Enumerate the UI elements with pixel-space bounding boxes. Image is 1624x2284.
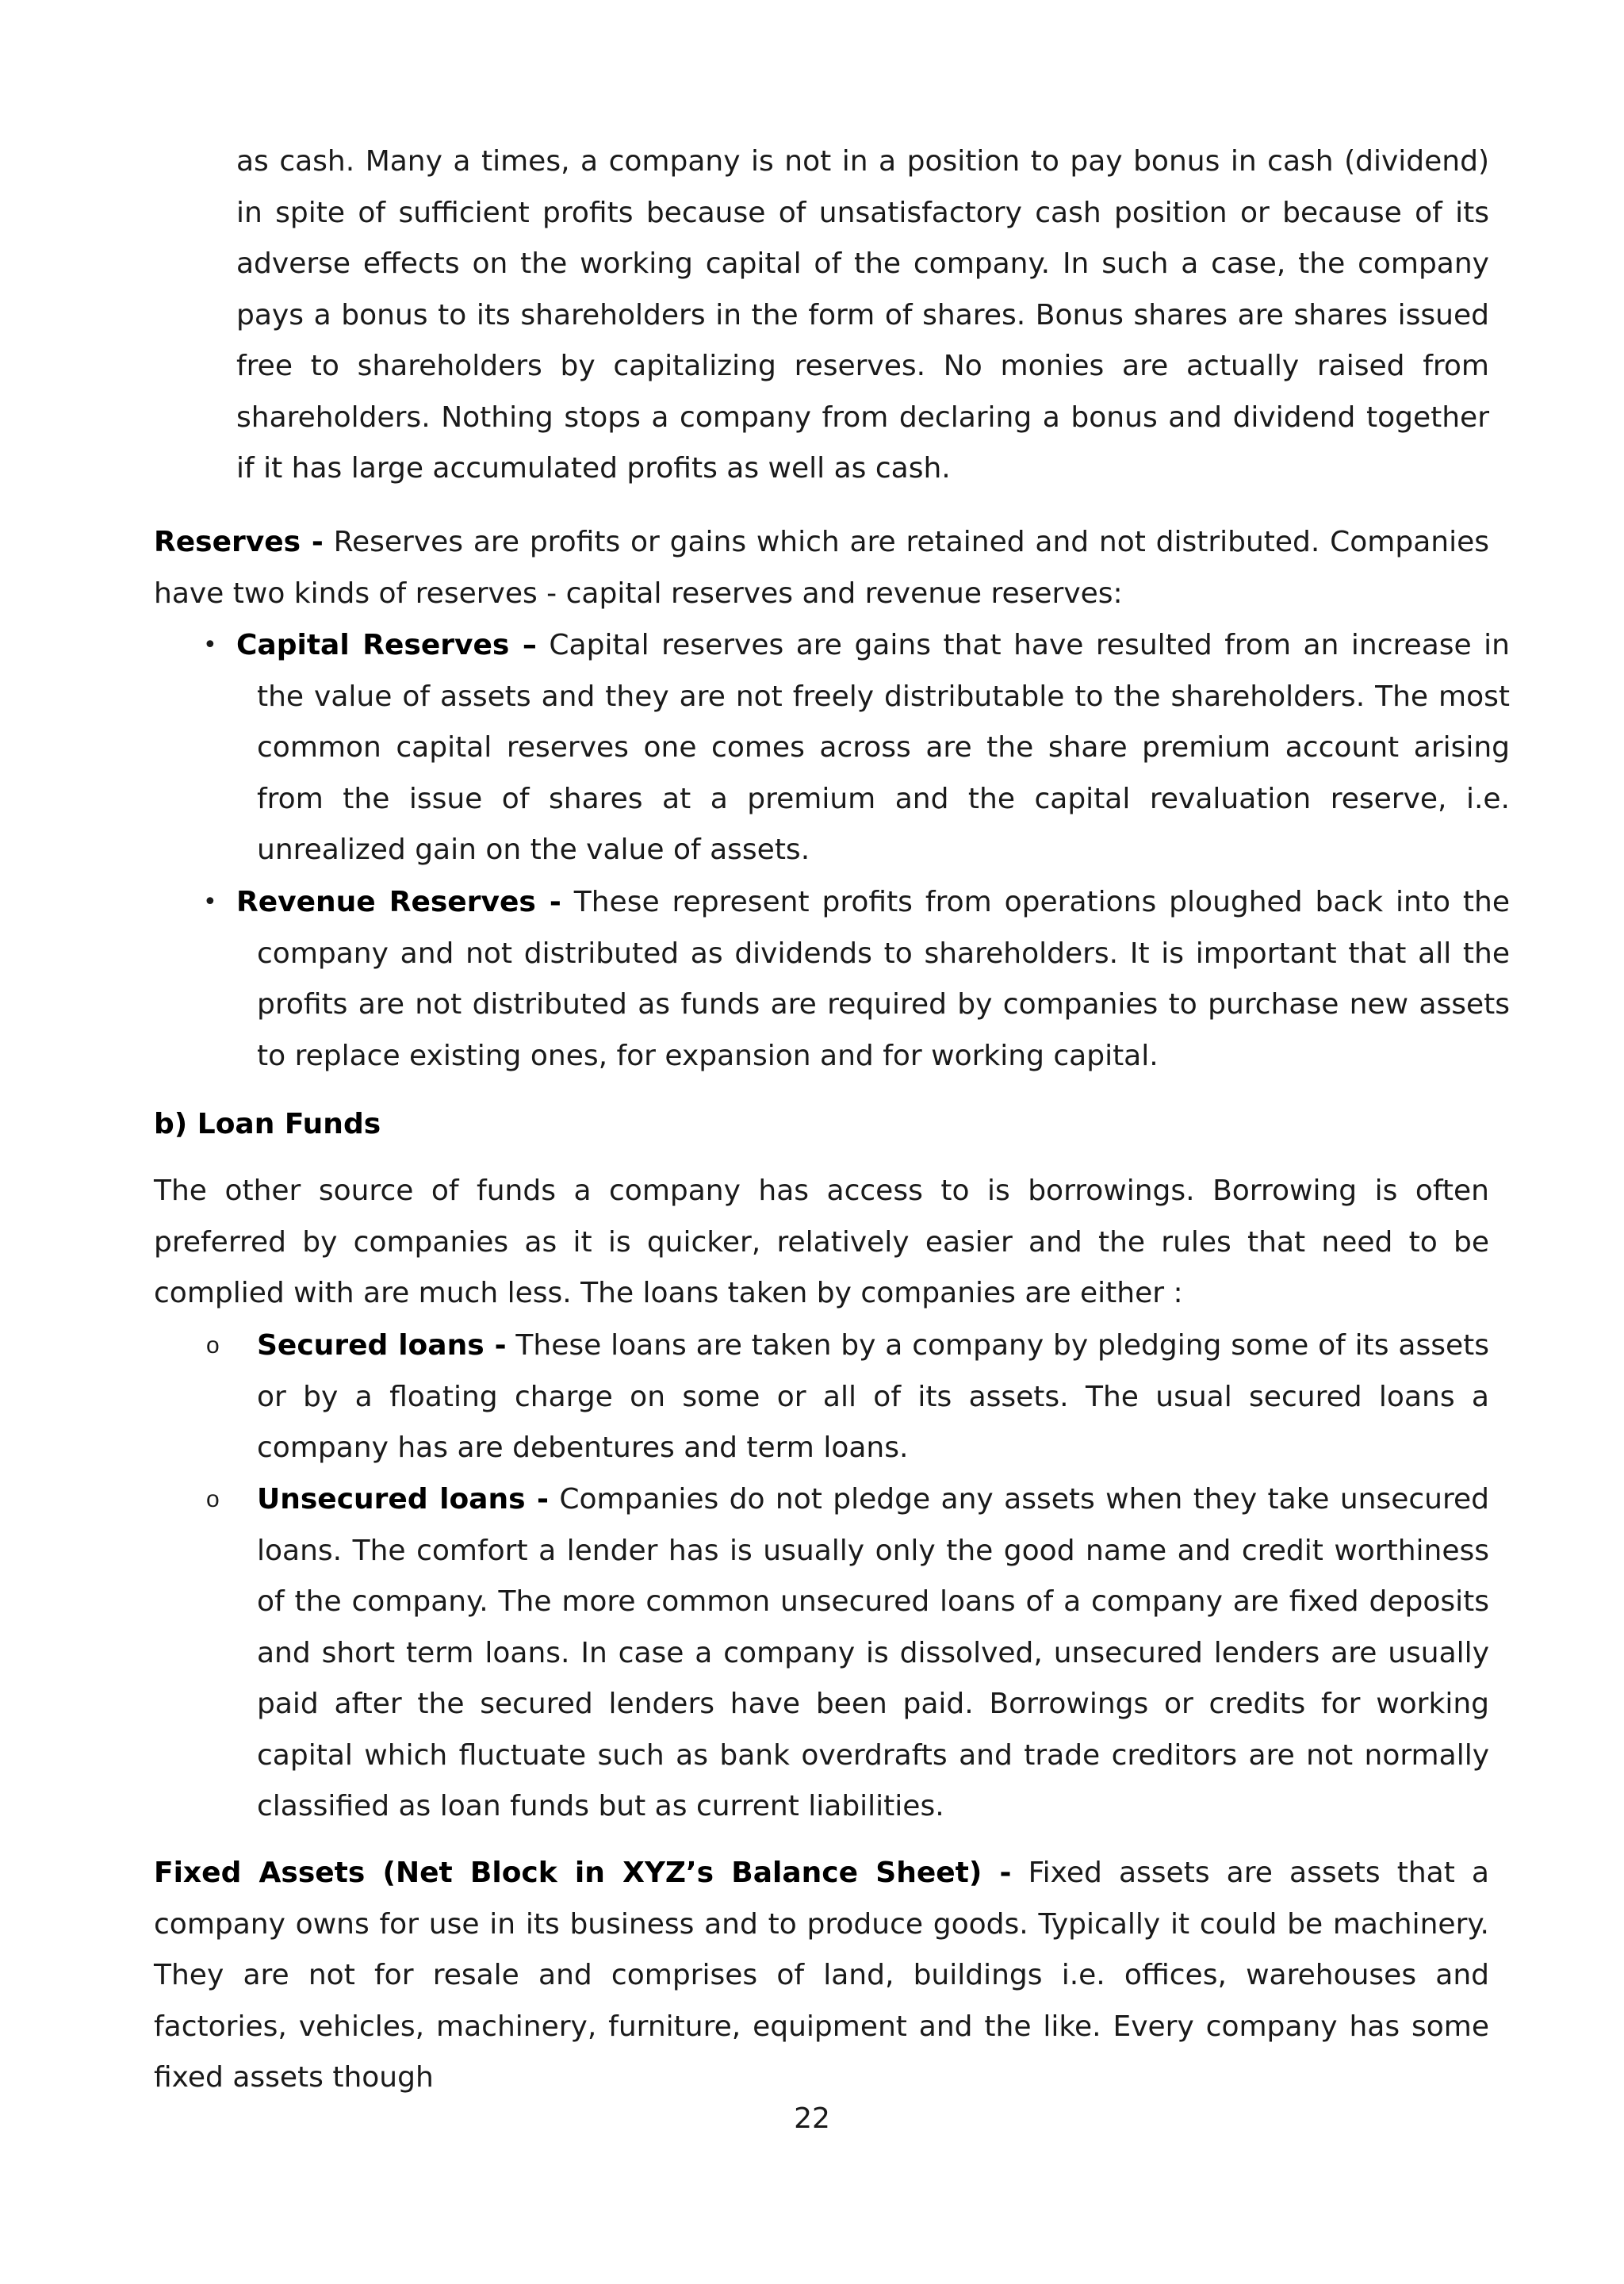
- revenue-reserves-term: Revenue Reserves -: [236, 886, 561, 918]
- bullet-circle-icon: o: [206, 1332, 220, 1359]
- reserves-term: Reserves -: [154, 526, 324, 558]
- secured-loans-term: Secured loans -: [257, 1329, 507, 1362]
- revenue-reserves-text: These represent profits from operations ploughed back into the company and not distributed as dividends to shareholders. It is important that all the profits are not distributed as funds are required by companies to purchase new assets to replace existing ones, for expansion and for working capital.: [257, 886, 1511, 1072]
- page-number: 22: [794, 2102, 830, 2135]
- fixed-assets-term: Fixed Assets (Net Block in XYZ’s Balance Sheet) -: [154, 1857, 1012, 1889]
- revenue-reserves-item: [236, 877, 1510, 1082]
- loan-funds-paragraph: The other source of funds a company has access to is borrowings. Borrowing is often preferred by companies as it is quicker, relatively easier and the rules that need to be complied with are much less. The loans taken by companies are either :: [154, 1175, 1489, 1309]
- unsecured-loans-text: Companies do not pledge any assets when they take unsecured loans. The comfort a lender has is usually only the good name and credit worthiness of the company. The more common unsecured loans of a company are fixed deposits and short term loans. In case a company is dissolved, unsecured lenders are usually paid after the secured lenders have been paid. Borrowings or credits for working capital which fluctuate such as bank overdrafts and trade creditors are not normally classified as loan funds but as current liabilities.: [257, 1483, 1489, 1822]
- capital-reserves-text: Capital reserves are gains that have resulted from an increase in the value of assets and they are not freely distributable to the shareholders. The most common capital reserves one comes across are the share premium account arising from the issue of shares at a premium and the capital revaluation reserve, i.e. unrealized gain on the value of assets.: [257, 629, 1510, 866]
- bullet-disc-icon: •: [203, 888, 217, 916]
- unsecured-loans-term: Unsecured loans -: [257, 1483, 549, 1516]
- secured-loans-item: [257, 1320, 1489, 1474]
- loan-funds-heading: b) Loan Funds: [154, 1108, 381, 1140]
- capital-reserves-item: [236, 620, 1510, 876]
- reserves-text: Reserves are profits or gains which are retained and not distributed. Companies have two kinds of reserves - capital reserves and revenue reserves:: [154, 526, 1489, 610]
- capital-reserves-term: Capital Reserves –: [236, 629, 537, 661]
- fixed-assets-paragraph: [154, 1848, 1489, 2104]
- bullet-disc-icon: •: [203, 631, 217, 659]
- unsecured-loans-item: [257, 1474, 1489, 1833]
- bonus-paragraph: as cash. Many a times, a company is not in a position to pay bonus in cash (dividend) in spite of sufficient profits because of unsatisfactory cash position or because of its adverse effects on the working capital of the company. In such a case, the company pays a bonus to its shareholders in the form of shares. Bonus shares are shares issued free to shareholders by capitalizing reserves. No monies are actually raised from shareholders. Nothing stops a company from declaring a bonus and dividend together if it has large accumulated profits as well as cash.: [236, 145, 1489, 485]
- reserves-paragraph: [154, 517, 1489, 619]
- secured-loans-text: These loans are taken by a company by pledging some of its assets or by a floating charge on some or all of its assets. The usual secured loans a company has are debentures and term loans.: [257, 1329, 1489, 1464]
- bullet-circle-icon: o: [206, 1486, 220, 1512]
- fixed-assets-text: Fixed assets are assets that a company owns for use in its business and to produce goods. Typically it could be machinery. They are not for resale and comprises of land, buildings i.e. offices, warehouses and factories, vehicles, machinery, furniture, equipment and the like. Every company has some fixed assets though: [154, 1857, 1489, 2094]
